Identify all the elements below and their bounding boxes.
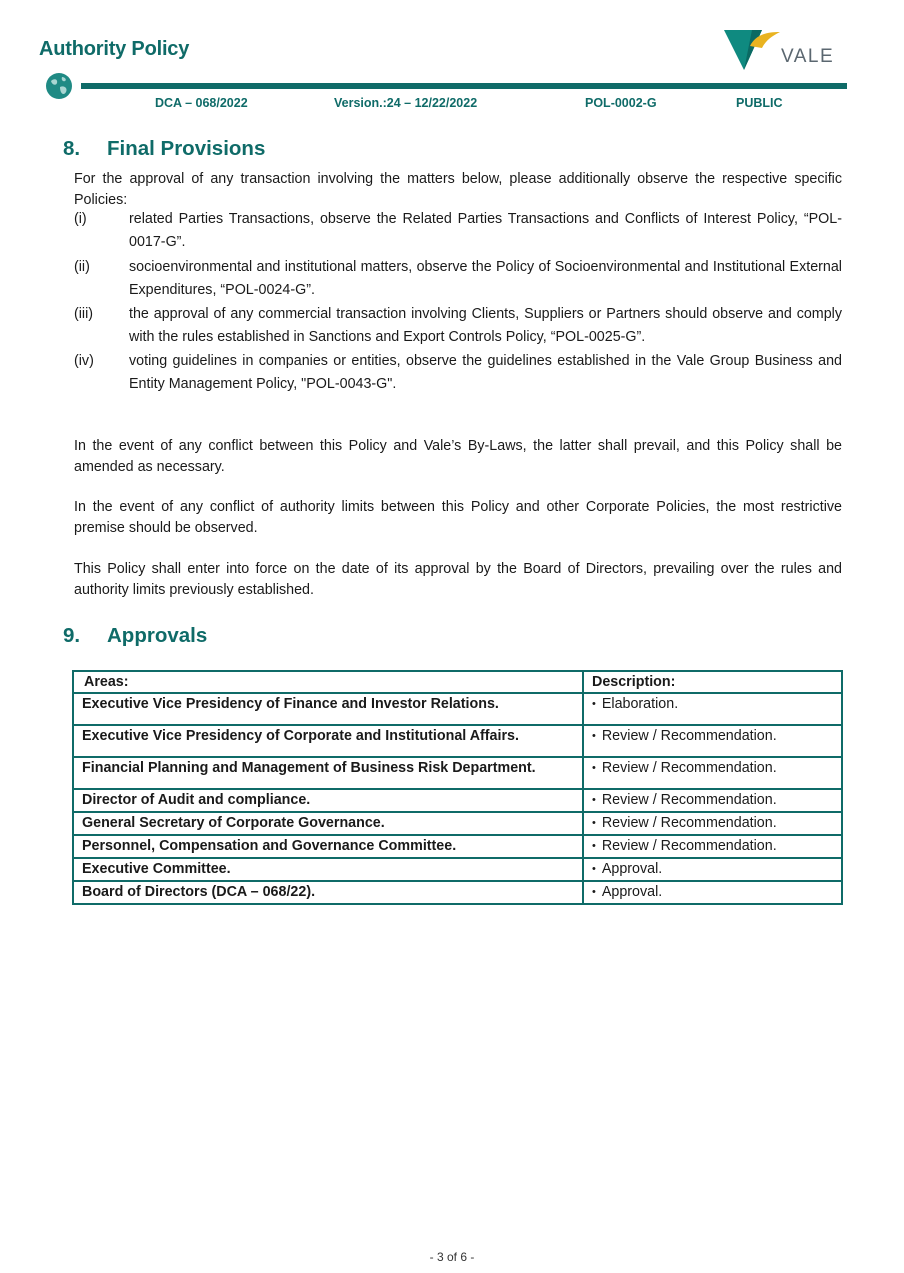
description-text: Review / Recommendation. [601, 815, 777, 831]
table-row [73, 835, 842, 858]
table-row [73, 789, 842, 812]
bullet-icon: • [592, 730, 596, 742]
bullet-icon: • [592, 817, 596, 829]
area-cell: General Secretary of Corporate Governance. [73, 812, 583, 835]
policy-code: POL-0002-G [585, 96, 657, 110]
bullet-icon: • [592, 794, 596, 806]
description-cell [583, 881, 842, 904]
description-cell [583, 789, 842, 812]
intro-paragraph: For the approval of any transaction involving the matters below, please additionally observe the respective specific Policies: [74, 171, 842, 208]
list-item-text: socioenvironmental and institutional matters, observe the Policy of Socioenvironmental and Institutional External Expenditures, “POL-0024-G”. [129, 259, 842, 298]
list-marker: (ii) [74, 259, 90, 275]
bullet-icon: • [592, 840, 596, 852]
list-marker: (iv) [74, 353, 94, 369]
description-cell [583, 725, 842, 757]
document-title: Authority Policy [39, 38, 190, 60]
list-item-text: voting guidelines in companies or entities, observe the guidelines established in the Vale Group Business and Entity Management Policy, "POL-0043-G". [129, 353, 842, 392]
table-row [73, 725, 842, 757]
bullet-icon: • [592, 863, 596, 875]
page-number: - 3 of 6 - [429, 1250, 475, 1264]
bullet-icon: • [592, 886, 596, 898]
logo-wordmark: VALE [781, 46, 835, 67]
area-cell: Executive Vice Presidency of Finance and Investor Relations. [73, 693, 583, 725]
conflict-limits-paragraph: In the event of any conflict of authority limits between this Policy and other Corporate Policies, the most restrictive premise should be observed. [74, 499, 842, 536]
description-text: Review / Recommendation. [601, 838, 777, 854]
description-cell [583, 812, 842, 835]
section-title: Approvals [107, 624, 208, 647]
dca-number: DCA – 068/2022 [155, 96, 248, 110]
description-cell [583, 757, 842, 789]
description-text: Review / Recommendation. [601, 728, 777, 744]
description-header: Description: [583, 671, 842, 693]
section-number: 8. [63, 137, 81, 160]
classification-label: PUBLIC [736, 96, 783, 110]
description-cell [583, 858, 842, 881]
table-row [73, 881, 842, 904]
section-heading-approvals [63, 624, 207, 648]
description-cell [583, 835, 842, 858]
areas-header: Areas: [73, 671, 583, 693]
section-heading-final-provisions [63, 137, 265, 161]
table-row [73, 757, 842, 789]
table-header-row [73, 671, 842, 693]
section-title: Final Provisions [107, 137, 266, 160]
table-row [73, 812, 842, 835]
description-text: Elaboration. [601, 696, 679, 712]
area-cell: Board of Directors (DCA – 068/22). [73, 881, 583, 904]
area-cell: Director of Audit and compliance. [73, 789, 583, 812]
description-text: Review / Recommendation. [601, 792, 777, 808]
version-info: Version.:24 – 12/22/2022 [334, 96, 478, 110]
list-item-text: related Parties Transactions, observe the Related Parties Transactions and Conflicts of Interest Policy, “POL-0017-G”. [129, 211, 842, 250]
effective-date-paragraph: This Policy shall enter into force on the date of its approval by the Board of Directors, prevailing over the rules and authority limits previously established. [74, 561, 842, 598]
description-cell [583, 693, 842, 725]
description-text: Review / Recommendation. [601, 760, 777, 776]
description-text: Approval. [601, 884, 663, 900]
list-item-text: the approval of any commercial transaction involving Clients, Suppliers or Partners should observe and comply with the rules established in Sanctions and Export Controls Policy, “POL-0025-G”. [129, 306, 842, 345]
table-row [73, 693, 842, 725]
area-cell: Executive Committee. [73, 858, 583, 881]
area-cell: Financial Planning and Management of Business Risk Department. [73, 757, 583, 789]
description-text: Approval. [601, 861, 663, 877]
area-cell: Personnel, Compensation and Governance Committee. [73, 835, 583, 858]
globe-icon [45, 72, 73, 100]
table-row [73, 858, 842, 881]
list-marker: (iii) [74, 306, 94, 322]
section-number: 9. [63, 624, 81, 647]
list-marker: (i) [74, 211, 87, 227]
header-divider [81, 83, 847, 89]
area-cell: Executive Vice Presidency of Corporate and Institutional Affairs. [73, 725, 583, 757]
conflict-bylaws-paragraph: In the event of any conflict between this Policy and Vale’s By-Laws, the latter shall prevail, and this Policy shall be amended as necessary. [74, 438, 842, 475]
bullet-icon: • [592, 698, 596, 710]
bullet-icon: • [592, 762, 596, 774]
approvals-table [72, 670, 843, 905]
